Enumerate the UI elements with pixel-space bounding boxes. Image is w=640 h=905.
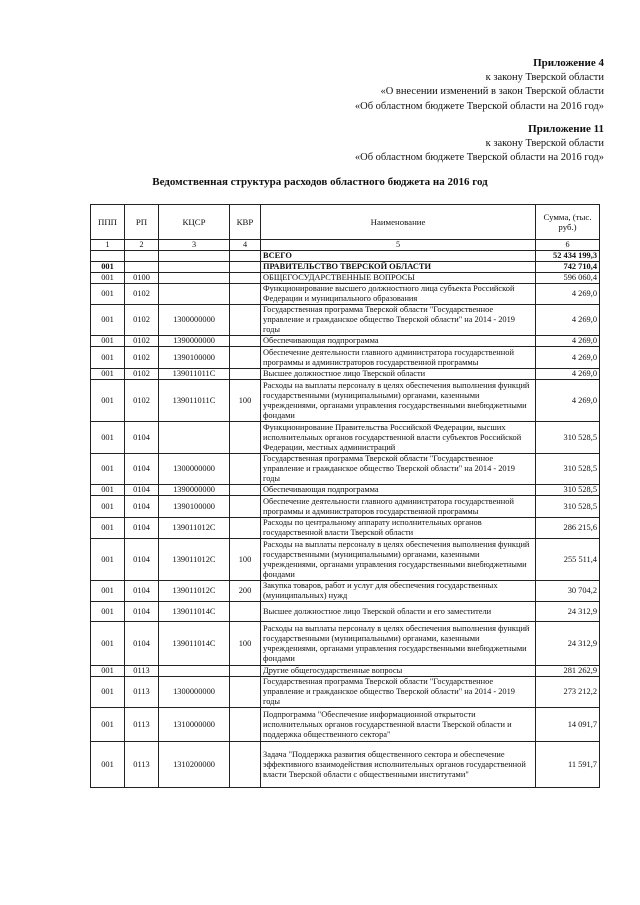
cell-sum: 310 528,5	[536, 454, 600, 485]
cell-ppp: 001	[91, 454, 125, 485]
col-header-sum: Сумма, (тыс. руб.)	[536, 205, 600, 240]
table-row	[91, 380, 600, 422]
cell-kvr	[230, 422, 261, 454]
cell-ppp: 001	[91, 485, 125, 496]
cell-name: Государственная программа Тверской области "Государственное управление и гражданское общество Тверской области" на 2014 - 2019 годы	[261, 454, 536, 485]
cell-kvr: 100	[230, 380, 261, 422]
table-row	[91, 273, 600, 284]
cell-sum: 596 060,4	[536, 273, 600, 284]
document-header	[355, 56, 604, 166]
cell-sum: 255 511,4	[536, 539, 600, 581]
cell-kcsr: 139011012С	[159, 539, 230, 581]
cell-kvr	[230, 347, 261, 369]
cell-name: Обеспечивающая подпрограмма	[261, 485, 536, 496]
cell-rp: 0104	[125, 539, 159, 581]
cell-rp: 0113	[125, 708, 159, 742]
cell-ppp: 001	[91, 273, 125, 284]
cell-name: Высшее должностное лицо Тверской области	[261, 369, 536, 380]
cell-kvr	[230, 666, 261, 677]
cell-kcsr	[159, 273, 230, 284]
cell-kcsr: 1300000000	[159, 305, 230, 336]
cell-ppp: 001	[91, 369, 125, 380]
cell-rp: 0102	[125, 369, 159, 380]
table-row	[91, 666, 600, 677]
cell-sum: 4 269,0	[536, 284, 600, 305]
cell-name: Функционирование высшего должностного лица субъекта Российской Федерации и муниципального образования	[261, 284, 536, 305]
cell-sum: 286 215,6	[536, 518, 600, 539]
cell-ppp: 001	[91, 496, 125, 518]
cell-name: Закупка товаров, работ и услуг для обеспечения государственных (муниципальных) нужд	[261, 581, 536, 602]
table-row	[91, 347, 600, 369]
table-row	[91, 251, 600, 262]
cell-rp: 0102	[125, 380, 159, 422]
cell-kcsr: 1300000000	[159, 677, 230, 708]
cell-kcsr: 1390100000	[159, 347, 230, 369]
col-number: 3	[159, 240, 230, 251]
cell-ppp: 001	[91, 581, 125, 602]
cell-kcsr	[159, 251, 230, 262]
cell-kvr	[230, 602, 261, 622]
cell-sum: 52 434 199,3	[536, 251, 600, 262]
cell-rp: 0102	[125, 305, 159, 336]
cell-name: Государственная программа Тверской области "Государственное управление и гражданское общество Тверской области" на 2014 - 2019 годы	[261, 305, 536, 336]
table-row	[91, 708, 600, 742]
cell-sum: 4 269,0	[536, 336, 600, 347]
col-header-kvr: КВР	[230, 205, 261, 240]
cell-name: Задача "Поддержка развития общественного сектора и обеспечение эффективного взаимодействия исполнительных органов государственной власти Тверской области с общественными институтами"	[261, 742, 536, 788]
cell-kvr	[230, 273, 261, 284]
table-row	[91, 369, 600, 380]
cell-ppp: 001	[91, 347, 125, 369]
cell-ppp: 001	[91, 622, 125, 666]
cell-kcsr: 1390100000	[159, 496, 230, 518]
cell-kvr	[230, 496, 261, 518]
appendix-4-line-2: «О внесении изменений в закон Тверской области	[380, 86, 604, 97]
appendix-4-title: Приложение 4	[533, 57, 604, 69]
cell-kcsr: 139011011С	[159, 369, 230, 380]
cell-ppp	[91, 251, 125, 262]
cell-kvr	[230, 518, 261, 539]
cell-rp: 0113	[125, 677, 159, 708]
cell-name: Функционирование Правительства Российской Федерации, высших исполнительных органов государственной власти субъектов Российской Федерации, местных администраций	[261, 422, 536, 454]
appendix-11-line-1: к закону Тверской области	[485, 137, 604, 149]
col-header-kcsr: КЦСР	[159, 205, 230, 240]
cell-ppp: 001	[91, 666, 125, 677]
col-header-ppp: ППП	[91, 205, 125, 240]
cell-rp: 0102	[125, 336, 159, 347]
cell-name: Подпрограмма "Обеспечение информационной открытости исполнительных органов государственной власти Тверской области и поддержка общественного сектора"	[261, 708, 536, 742]
cell-sum: 4 269,0	[536, 347, 600, 369]
cell-rp: 0104	[125, 622, 159, 666]
table-row	[91, 677, 600, 708]
cell-name: ОБЩЕГОСУДАРСТВЕННЫЕ ВОПРОСЫ	[261, 273, 536, 284]
cell-name: Расходы на выплаты персоналу в целях обеспечения выполнения функций государственными (муниципальными) органами, казенными учреждениями, органами управления государственными внебюджетными фондами	[261, 380, 536, 422]
cell-rp: 0104	[125, 581, 159, 602]
table-row	[91, 485, 600, 496]
cell-kcsr: 1300000000	[159, 454, 230, 485]
cell-kcsr	[159, 262, 230, 273]
cell-rp: 0100	[125, 273, 159, 284]
cell-kvr	[230, 708, 261, 742]
cell-name: Обеспечение деятельности главного администратора государственной программы и администраторов государственной программы	[261, 496, 536, 518]
table-row	[91, 305, 600, 336]
cell-rp: 0104	[125, 422, 159, 454]
cell-kvr: 200	[230, 581, 261, 602]
cell-sum: 310 528,5	[536, 422, 600, 454]
table-row	[91, 602, 600, 622]
cell-kcsr: 139011014С	[159, 622, 230, 666]
appendix-11-title: Приложение 11	[528, 123, 604, 135]
cell-ppp: 001	[91, 336, 125, 347]
cell-kcsr: 139011012С	[159, 581, 230, 602]
cell-sum: 742 710,4	[536, 262, 600, 273]
cell-sum: 273 212,2	[536, 677, 600, 708]
cell-rp: 0104	[125, 496, 159, 518]
cell-name: Государственная программа Тверской области "Государственное управление и гражданское общество Тверской области" на 2014 - 2019 годы	[261, 677, 536, 708]
cell-name: ВСЕГО	[261, 251, 536, 262]
table-row	[91, 454, 600, 485]
appendix-4-line-1: к закону Тверской области	[485, 71, 604, 83]
cell-kvr: 100	[230, 622, 261, 666]
cell-ppp: 001	[91, 602, 125, 622]
table-row	[91, 496, 600, 518]
cell-ppp: 001	[91, 305, 125, 336]
cell-sum: 310 528,5	[536, 485, 600, 496]
cell-rp: 0102	[125, 284, 159, 305]
cell-ppp: 001	[91, 539, 125, 581]
table-row	[91, 539, 600, 581]
cell-rp: 0104	[125, 602, 159, 622]
cell-kvr	[230, 336, 261, 347]
table-row	[91, 518, 600, 539]
appendix-11-line-2: «Об областном бюджете Тверской области на 2016 год»	[354, 152, 604, 163]
cell-kvr: 100	[230, 539, 261, 581]
col-header-rp: РП	[125, 205, 159, 240]
appendix-4-line-3: «Об областном бюджете Тверской области на 2016 год»	[354, 100, 604, 112]
col-number: 1	[91, 240, 125, 251]
cell-rp: 0104	[125, 454, 159, 485]
table-row	[91, 336, 600, 347]
col-number: 2	[125, 240, 159, 251]
cell-sum: 310 528,5	[536, 496, 600, 518]
cell-rp: 0113	[125, 666, 159, 677]
expenditure-table	[90, 204, 600, 788]
cell-ppp: 001	[91, 518, 125, 539]
cell-sum: 24 312,9	[536, 622, 600, 666]
cell-kcsr: 1310000000	[159, 708, 230, 742]
cell-rp: 0102	[125, 347, 159, 369]
table-row	[91, 262, 600, 273]
cell-rp: 0104	[125, 485, 159, 496]
cell-kcsr: 1390000000	[159, 485, 230, 496]
cell-name: Расходы на выплаты персоналу в целях обеспечения выполнения функций государственными (муниципальными) органами, казенными учреждениями, органами управления государственными внебюджетными фондами	[261, 622, 536, 666]
cell-kvr	[230, 677, 261, 708]
cell-rp: 0113	[125, 742, 159, 788]
col-number: 4	[230, 240, 261, 251]
cell-kvr	[230, 305, 261, 336]
col-number: 5	[261, 240, 536, 251]
cell-ppp: 001	[91, 708, 125, 742]
cell-kcsr: 139011014С	[159, 602, 230, 622]
table-row	[91, 284, 600, 305]
cell-kcsr: 1310200000	[159, 742, 230, 788]
table-body	[91, 251, 600, 788]
cell-name: ПРАВИТЕЛЬСТВО ТВЕРСКОЙ ОБЛАСТИ	[261, 262, 536, 273]
cell-kcsr	[159, 284, 230, 305]
table-row	[91, 742, 600, 788]
cell-rp	[125, 251, 159, 262]
cell-ppp: 001	[91, 677, 125, 708]
cell-ppp: 001	[91, 284, 125, 305]
cell-name: Высшее должностное лицо Тверской области и его заместители	[261, 602, 536, 622]
cell-ppp: 001	[91, 742, 125, 788]
cell-kcsr: 1390000000	[159, 336, 230, 347]
col-number: 6	[536, 240, 600, 251]
cell-sum: 4 269,0	[536, 305, 600, 336]
cell-kcsr: 139011011С	[159, 380, 230, 422]
cell-sum: 24 312,9	[536, 602, 600, 622]
table-row	[91, 581, 600, 602]
cell-name: Обеспечение деятельности главного администратора государственной программы и администраторов государственной программы	[261, 347, 536, 369]
col-header-name: Наименование	[261, 205, 536, 240]
cell-kvr	[230, 251, 261, 262]
cell-kcsr	[159, 666, 230, 677]
cell-sum: 14 091,7	[536, 708, 600, 742]
cell-sum: 281 262,9	[536, 666, 600, 677]
cell-name: Расходы на выплаты персоналу в целях обеспечения выполнения функций государственными (муниципальными) органами, казенными учреждениями, органами управления государственными внебюджетными фондами	[261, 539, 536, 581]
table-row	[91, 422, 600, 454]
cell-ppp: 001	[91, 262, 125, 273]
cell-rp: 0104	[125, 518, 159, 539]
cell-kvr	[230, 262, 261, 273]
cell-kvr	[230, 284, 261, 305]
cell-kvr	[230, 742, 261, 788]
cell-name: Обеспечивающая подпрограмма	[261, 336, 536, 347]
cell-sum: 30 704,2	[536, 581, 600, 602]
cell-sum: 4 269,0	[536, 380, 600, 422]
cell-kvr	[230, 454, 261, 485]
cell-kvr	[230, 369, 261, 380]
cell-name: Расходы по центральному аппарату исполнительных органов государственной власти Тверской области	[261, 518, 536, 539]
cell-ppp: 001	[91, 380, 125, 422]
cell-sum: 11 591,7	[536, 742, 600, 788]
cell-kcsr: 139011012С	[159, 518, 230, 539]
cell-kcsr	[159, 422, 230, 454]
cell-kvr	[230, 485, 261, 496]
document-title: Ведомственная структура расходов областного бюджета на 2016 год	[152, 176, 488, 188]
cell-ppp: 001	[91, 422, 125, 454]
column-number-row	[91, 240, 600, 251]
cell-name: Другие общегосударственные вопросы	[261, 666, 536, 677]
table-header-row	[91, 205, 600, 240]
cell-sum: 4 269,0	[536, 369, 600, 380]
cell-rp	[125, 262, 159, 273]
table-row	[91, 622, 600, 666]
